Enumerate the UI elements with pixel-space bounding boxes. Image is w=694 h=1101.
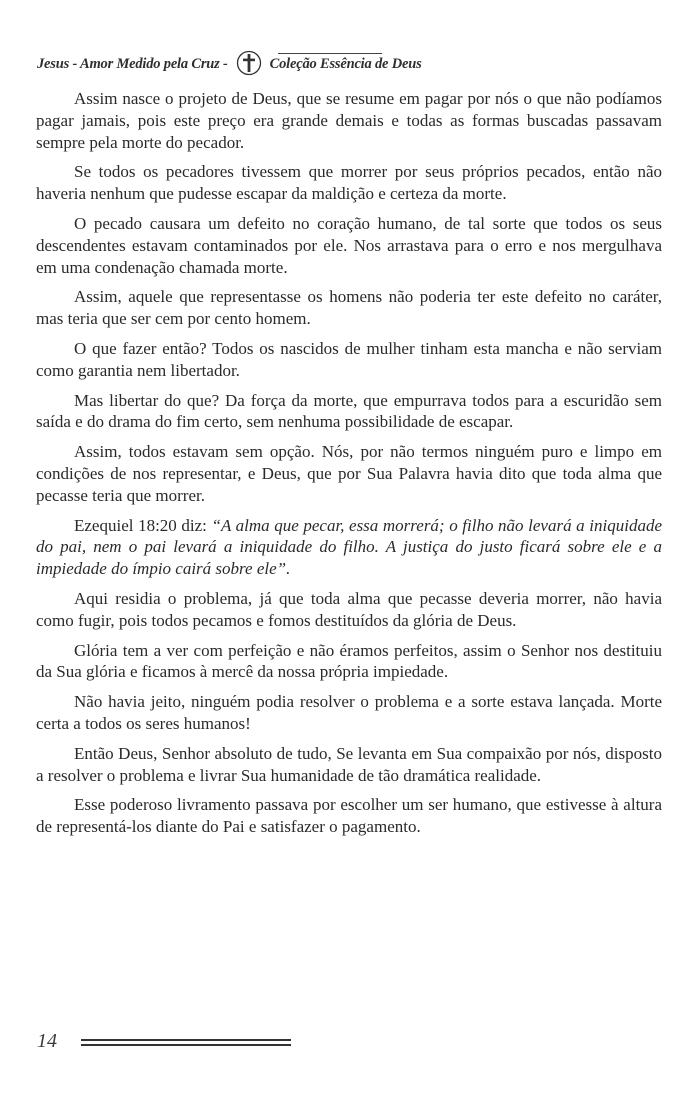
scripture-reference: Ezequiel 18:20 diz: xyxy=(74,515,212,535)
running-header xyxy=(37,50,657,78)
paragraph-9: Glória tem a ver com perfeição e não éramos perfeitos, assim o Senhor nos destituiu da Sua glória e ficamos à mercê da nossa própria impiedade. xyxy=(36,640,662,682)
paragraph-10: Não havia jeito, ninguém podia resolver o problema e a sorte estava lançada. Morte certa a todos os seres humanos! xyxy=(36,692,662,733)
paragraph-3: O pecado causara um defeito no coração humano, de tal sorte que todos os seus descendentes estavam contaminados por ele. Nos arrastava para o erro e nos mergulhava em uma condenação chamada morte. xyxy=(36,213,662,277)
collection-title: Coleção Essência de Deus xyxy=(269,55,422,72)
paragraph-1: Assim nasce o projeto de Deus, que se resume em pagar por nós o que não podíamos pagar jamais, pois este preço era grande demais e todas as formas buscadas passavam sempre pela morte do pecador. xyxy=(36,89,662,152)
scripture-quote: “A alma que pecar, essa morrerá; o filho não levará a iniquidade do pai, nem o pai levará a iniquidade do filho. A justiça do justo ficará sobre ele e a impiedade do ímpio cairá sobre ele”. xyxy=(36,515,662,579)
paragraph-4: Assim, aquele que representasse os homens não poderia ter este defeito no caráter, mas teria que ser cem por cento homem. xyxy=(36,287,662,329)
cross-in-circle-icon xyxy=(236,50,262,76)
paragraph-7: Assim, todos estavam sem opção. Nós, por não termos ninguém puro e limpo em condições de nos representar, e Deus, que por Sua Palavra havia dito que toda alma que pecasse teria que morrer. xyxy=(36,442,662,505)
page-footer xyxy=(37,1028,337,1058)
paragraph-11: Então Deus, Senhor absoluto de tudo, Se levanta em Sua compaixão por nós, disposto a resolver o problema e livrar Sua humanidade de tão dramática realidade. xyxy=(36,743,662,785)
paragraph-5: O que fazer então? Todos os nascidos de mulher tinham esta mancha e não serviam como garantia nem libertador. xyxy=(36,338,662,380)
book-title: Jesus - Amor Medido pela Cruz - xyxy=(37,55,228,72)
page-number: 14 xyxy=(37,1030,57,1052)
footer-double-rule xyxy=(81,1039,291,1048)
paragraph-12: Esse poderoso livramento passava por escolher um ser humano, que estivesse à altura de representá-los diante do Pai e satisfazer o pagamento. xyxy=(36,795,662,837)
paragraph-8: Aqui residia o problema, já que toda alma que pecasse deveria morrer, não havia como fugir, pois todos pecamos e fomos destituídos da glória de Deus. xyxy=(36,588,662,630)
page-body xyxy=(36,88,662,846)
paragraph-2: Se todos os pecadores tivessem que morrer por seus próprios pecados, então não haveria nenhum que pudesse escapar da maldição e certeza da morte. xyxy=(36,162,662,204)
paragraph-6: Mas libertar do que? Da força da morte, que empurrava todos para a escuridão sem saída e do drama do fim certo, sem nenhuma possibilidade de escapar. xyxy=(36,390,662,432)
scripture-paragraph xyxy=(36,515,662,580)
